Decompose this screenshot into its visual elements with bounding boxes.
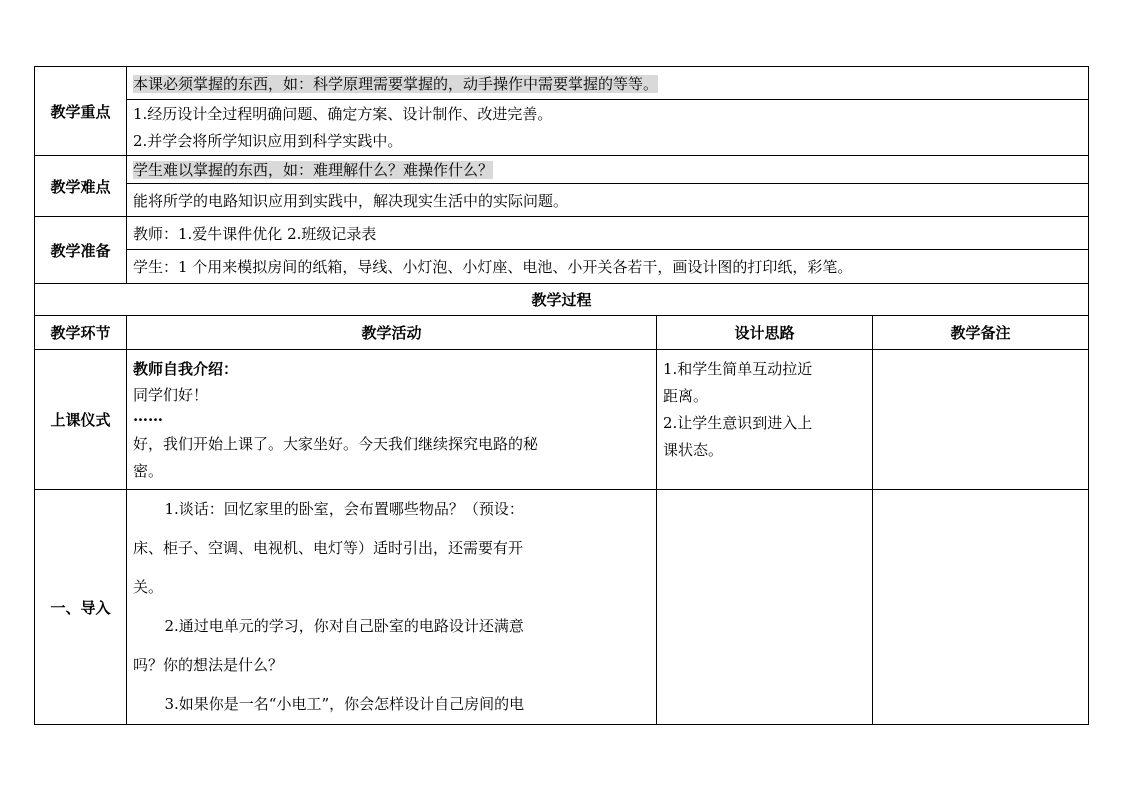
intro-activity-line-5: 吗？你的想法是什么？ (133, 656, 284, 674)
opening-design-line-2: 距离。 (663, 387, 709, 405)
opening-activity-line-2: 同学们好！ (133, 386, 209, 404)
intro-design (657, 490, 873, 725)
focus-hint: 本课必须掌握的东西，如：科学原理需要掌握的，动手操作中需要掌握的等等。 (133, 74, 659, 93)
process-title: 教学过程 (35, 284, 1089, 316)
intro-activity-line-2: 床、柜子、空调、电视机、电灯等）适时引出，还需要有开 (133, 539, 524, 557)
difficulty-hint: 学生难以掌握的东西，如：难理解什么？难操作什么？ (133, 161, 494, 179)
opening-design-line-4: 课状态。 (663, 441, 724, 459)
opening-activity-line-5: 密。 (133, 462, 164, 480)
intro-activity-line-1: 1.谈话：回忆家里的卧室，会布置哪些物品？（预设： (164, 500, 524, 518)
opening-activity (127, 350, 657, 490)
intro-label: 一、导入 (35, 490, 127, 725)
intro-activity-line-4: 2.通过电单元的学习，你对自己卧室的电路设计还满意 (164, 617, 524, 635)
opening-design-line-1: 1.和学生简单互动拉近 (663, 360, 813, 378)
intro-notes (873, 490, 1089, 725)
focus-content (127, 100, 1089, 156)
preparation-label: 教学准备 (35, 217, 127, 284)
focus-hint-cell (127, 67, 1089, 100)
header-stage: 教学环节 (35, 316, 127, 350)
preparation-teacher: 教师：1.爱牛课件优化 2.班级记录表 (127, 217, 1089, 250)
lesson-plan-table (34, 66, 1089, 725)
header-notes: 教学备注 (873, 316, 1089, 350)
difficulty-label: 教学难点 (35, 156, 127, 217)
intro-activity-line-3: 关。 (133, 578, 164, 596)
focus-line-2: 2.并学会将所学知识应用到科学实践中。 (133, 131, 403, 150)
opening-activity-line-1: 教师自我介绍： (133, 360, 239, 378)
header-activity: 教学活动 (127, 316, 657, 350)
opening-activity-line-3: …… (133, 407, 163, 425)
intro-activity-line-6: 3.如果你是一名“小电工”，你会怎样设计自己房间的电 (164, 695, 525, 713)
difficulty-hint-cell (127, 156, 1089, 184)
difficulty-content: 能将所学的电路知识应用到实践中，解决现实生活中的实际问题。 (127, 184, 1089, 217)
opening-design (657, 350, 873, 490)
focus-label: 教学重点 (35, 67, 127, 156)
opening-label: 上课仪式 (35, 350, 127, 490)
opening-activity-line-4: 好，我们开始上课了。大家坐好。今天我们继续探究电路的秘 (133, 435, 539, 453)
header-design: 设计思路 (657, 316, 873, 350)
intro-activity (127, 490, 657, 725)
focus-line-1: 1.经历设计全过程明确问题、确定方案、设计制作、改进完善。 (133, 104, 553, 123)
preparation-student: 学生：1 个用来模拟房间的纸箱，导线、小灯泡、小灯座、电池、小开关各若干，画设计图的打印纸，彩笔。 (127, 250, 1089, 284)
opening-design-line-3: 2.让学生意识到进入上 (663, 414, 813, 432)
opening-notes (873, 350, 1089, 490)
